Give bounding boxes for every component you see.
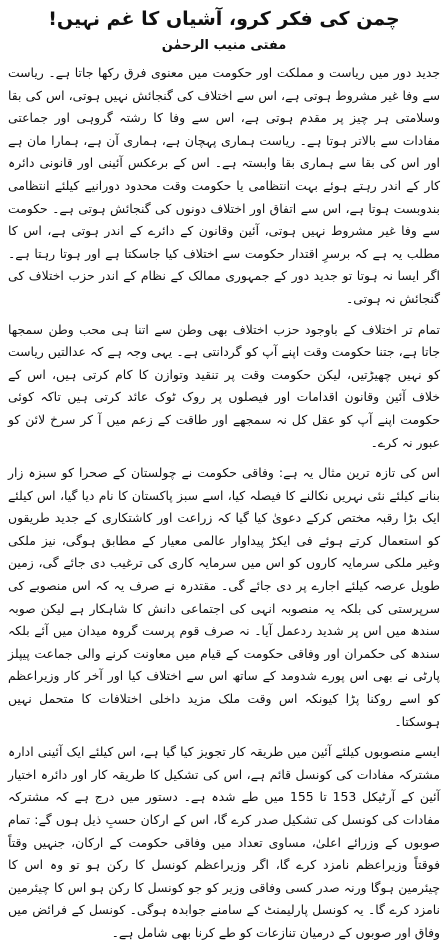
article-title: چمن کی فکر کرو، آشیاں کا غم نہیں!	[48, 8, 400, 30]
paragraph-4: ایسے منصوبوں کیلئے آئین میں طریقہ کار تجویز کیا گیا ہے، اس کیلئے ایک آئینی ادارہ مشترکہ مفادات کی کونسل قائم ہے، اس کی تشکیل کا طریقہ کار اور دائرہ اختیار آئین کے آرٹیکل 153 تا 155 میں طے شدہ ہے۔ دستور میں درج ہے کہ مشترکہ مفادات کی کونسل کی تشکیل صدر کرے گا، اس کے ارکان حسبِ ذیل ہوں گے: تمام صوبوں کے وزرائے اعلیٰ، مساوی تعداد میں وفاقی حکومت کے ارکان، جنہیں وقتاً فوقتاً وزیراعظم نامزد کرے گا، اگر وزیراعظم کونسل کا رکن ہو تو وہ اس کا چیئرمین ہوگا ورنہ صدر کسی وفاقی وزیر کو جو کونسل کا رکن ہو اس کا چیئرمین نامزد کرے گا۔ یہ کونسل پارلیمنٹ کے سامنے جوابدہ ہوگی۔ کونسل کے فرائض میں وفاق اور صوبوں کے درمیان تنازعات کو طے کرنا بھی شامل ہے۔	[8, 744, 440, 940]
paragraph-1: جدید دور میں ریاست و مملکت اور حکومت میں معنوی فرق رکھا جاتا ہے۔ ریاست سے وفا غیر مشروط ہوتی ہے، اس سے اختلاف کی گنجائش نہیں ہوتی، اس کی بقا وسلامتی ہر چیز پر مقدم ہوتی ہے، اس سے وفا کا رشتہ گروہی اور جماعتی مفادات سے بالاتر ہوتا ہے۔ ریاست ہماری پہچان ہے، ہماری آن ہے، ہمارا مان ہے اور اس کی بقا سے ہماری بقا وابستہ ہے۔ اس کے برعکس آئینی اور قانونی دائرہ کار کے اندر رہتے ہوئے بہت انتظامی یا حکومت وقت محدود دورانیے کیلئے انتظامی بندوبست ہوتا ہے، اس سے اتفاق اور اختلاف دونوں کی گنجائش ہوتی ہے۔ حکومت سے وفا غیر مشروط نہیں ہوتی، آئین وقانون کے دائرے کے اندر ہوتی ہے، اس کا مطلب یہ ہے کہ برسرِ اقتدار حکومت سے اختلاف کیا جاسکتا ہے اور ہوتا رہتا ہے۔ اگر ایسا نہ ہوتا تو جدید دور کے جمہوری ممالک کے نظام کے اندر حزب اختلاف کی گنجائش نہ ہوتی۔	[8, 65, 440, 306]
author-byline: مفتی منیب الرحمٰن	[161, 38, 287, 53]
paragraph-3: اس کی تازہ ترین مثال یہ ہے: وفاقی حکومت نے چولستان کے صحرا کو سبزہ زار بنانے کیلئے نئی نہریں نکالنے کا فیصلہ کیا، اسے سبز پاکستان کا نام دیا گیا، اس کیلئے ایک بڑا رقبہ مختص کرکے دعویٰ کیا گیا کہ زراعت اور کاشتکاری کے جدید طریقوں کو استعمال کرتے ہوئے فی ایکڑ پیداوار عالمی معیار کے مطابق ہوگی، نیز ملکی وغیر ملکی سرمایہ کاروں کو اس میں سرمایہ کاری کی ترغیب دی جائے گی، زمین طویل عرصہ کیلئے اجارے پر دی جائے گی۔ مقتدرہ نے صرف یہ کہ اس منصوبے کی سرپرستی کی بلکہ یہ منصوبہ انہی کی اجتماعی دانش کا شاہکار ہے لیکن صوبہ سندھ میں اس پر شدید ردعمل آیا۔ نہ صرف قوم پرست گروہ میدان میں آئے بلکہ سندھ کی حکمران اور وفاقی حکومت کے قیام میں معاونت کرنے والی جماعت پیپلز پارٹی نے بھی اس پورے شدومد کے ساتھ اس سے اختلاف کیا اور آخر کار وزیراعظم کو اسے روکنا پڑا کیونکہ اس وقت ملک مزید داخلی اختلافات کا متحمل نہیں ہوسکتا۔	[8, 465, 440, 729]
paragraph-2: تمام تر اختلاف کے باوجود حزب اختلاف بھی وطن سے اتنا ہی محب وطن سمجھا جاتا ہے، جتنا حکومت وقت اپنے آپ کو گردانتی ہے۔ یہی وجہ ہے کہ عدالتیں ریاست کو نہیں چھیڑتیں، لیکن حکومت وقت پر تنقید وتوازن کا کام کرتی ہیں، اس کے خلاف آئین وقانون اقدامات اور فیصلوں پر روک ٹوک عائد کرتی ہیں تاکہ کوئی حکومت اپنے آپ کو عقل کل نہ سمجھے اور طاقت کے زعم میں آ کر سرخ لائن کو عبور نہ کرے۔	[8, 321, 440, 450]
